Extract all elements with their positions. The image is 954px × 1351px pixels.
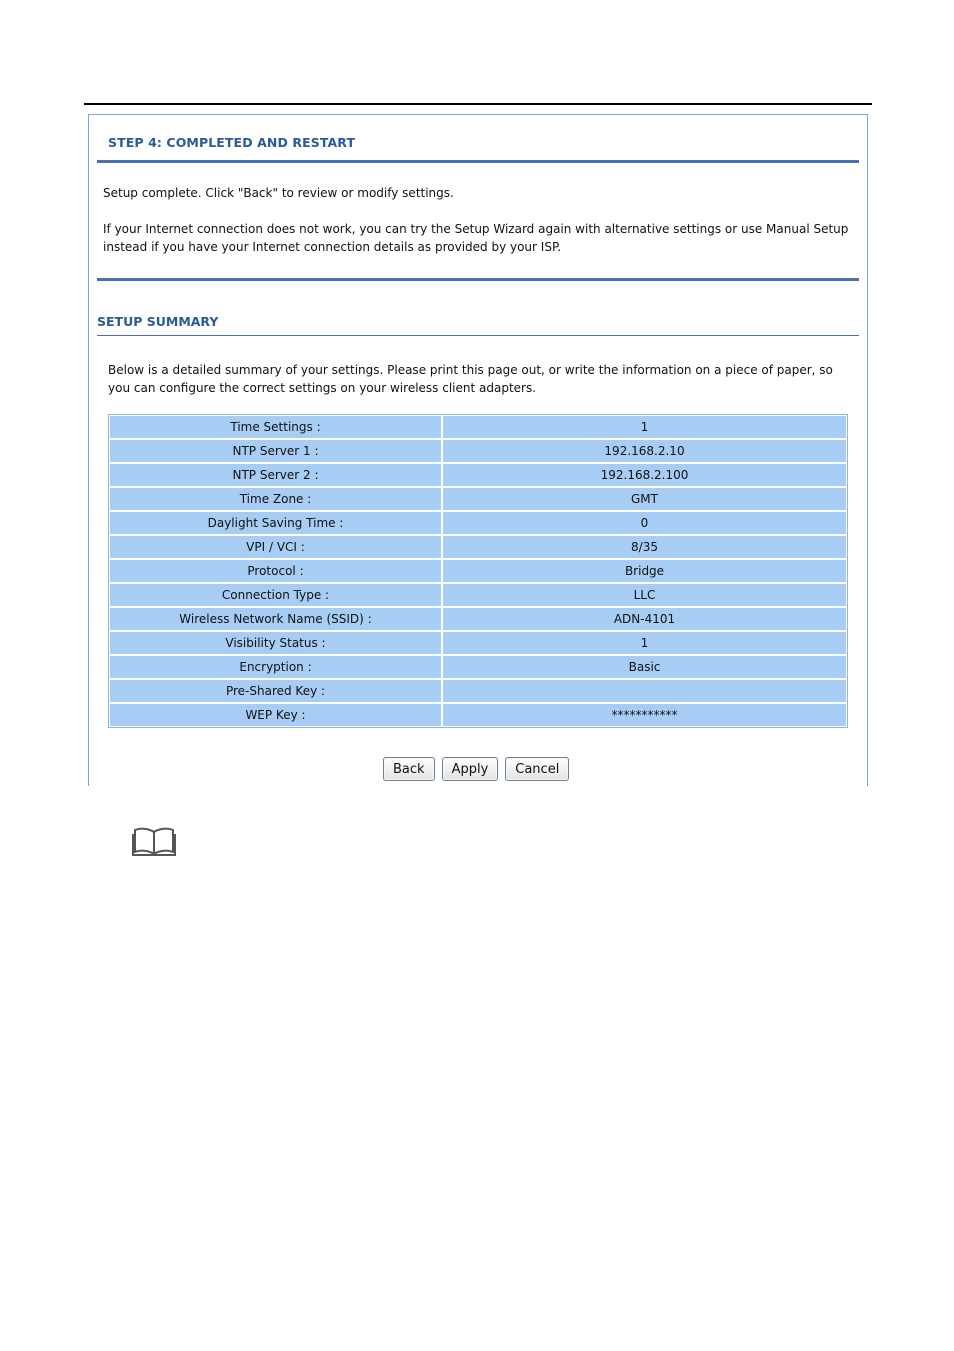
table-row (110, 632, 846, 654)
row-label: Wireless Network Name (SSID) : (110, 608, 441, 630)
summary-table (108, 414, 848, 728)
row-label: Visibility Status : (110, 632, 441, 654)
connection-help-text-line1: If your Internet connection does not work, you can try the Setup Wizard again with alternative settings or use Manual Setup (103, 222, 849, 236)
table-row (110, 560, 846, 582)
summary-intro-line1: Below is a detailed summary of your settings. Please print this page out, or write the information on a piece of paper, so (108, 363, 833, 377)
row-value: 1 (443, 416, 846, 438)
summary-intro-line2: you can configure the correct settings on your wireless client adapters. (108, 381, 537, 395)
step-heading-rule (97, 160, 859, 163)
row-label: WEP Key : (110, 704, 441, 726)
connection-help-text-line2: instead if you have your Internet connection details as provided by your ISP. (103, 240, 562, 254)
top-divider (84, 103, 872, 105)
row-value: GMT (443, 488, 846, 510)
row-label: NTP Server 2 : (110, 464, 441, 486)
row-value: Basic (443, 656, 846, 678)
row-value: *********** (443, 704, 846, 726)
step-section-rule (97, 278, 859, 281)
table-row (110, 488, 846, 510)
row-value: 192.168.2.100 (443, 464, 846, 486)
table-row (110, 704, 846, 726)
row-label: Time Settings : (110, 416, 441, 438)
row-label: VPI / VCI : (110, 536, 441, 558)
action-buttons (383, 757, 569, 781)
setup-complete-text: Setup complete. Click "Back" to review or modify settings. (103, 186, 454, 200)
table-row (110, 584, 846, 606)
row-label: Connection Type : (110, 584, 441, 606)
summary-heading: SETUP SUMMARY (97, 314, 219, 329)
book-icon (132, 826, 176, 856)
back-button[interactable]: Back (383, 757, 435, 781)
cancel-button[interactable]: Cancel (505, 757, 569, 781)
row-label: Time Zone : (110, 488, 441, 510)
table-row (110, 656, 846, 678)
table-row (110, 512, 846, 534)
table-row (110, 440, 846, 462)
row-value: Bridge (443, 560, 846, 582)
row-value: 8/35 (443, 536, 846, 558)
table-row (110, 536, 846, 558)
step-heading: STEP 4: COMPLETED AND RESTART (108, 135, 356, 150)
row-label: Daylight Saving Time : (110, 512, 441, 534)
row-value: ADN-4101 (443, 608, 846, 630)
table-row (110, 416, 846, 438)
row-label: Encryption : (110, 656, 441, 678)
row-label: Protocol : (110, 560, 441, 582)
table-row (110, 464, 846, 486)
row-label: NTP Server 1 : (110, 440, 441, 462)
row-label: Pre-Shared Key : (110, 680, 441, 702)
row-value (443, 680, 846, 702)
apply-button[interactable]: Apply (442, 757, 499, 781)
row-value: 0 (443, 512, 846, 534)
summary-heading-rule (97, 335, 859, 336)
table-row (110, 680, 846, 702)
row-value: 192.168.2.10 (443, 440, 846, 462)
table-row (110, 608, 846, 630)
row-value: 1 (443, 632, 846, 654)
row-value: LLC (443, 584, 846, 606)
